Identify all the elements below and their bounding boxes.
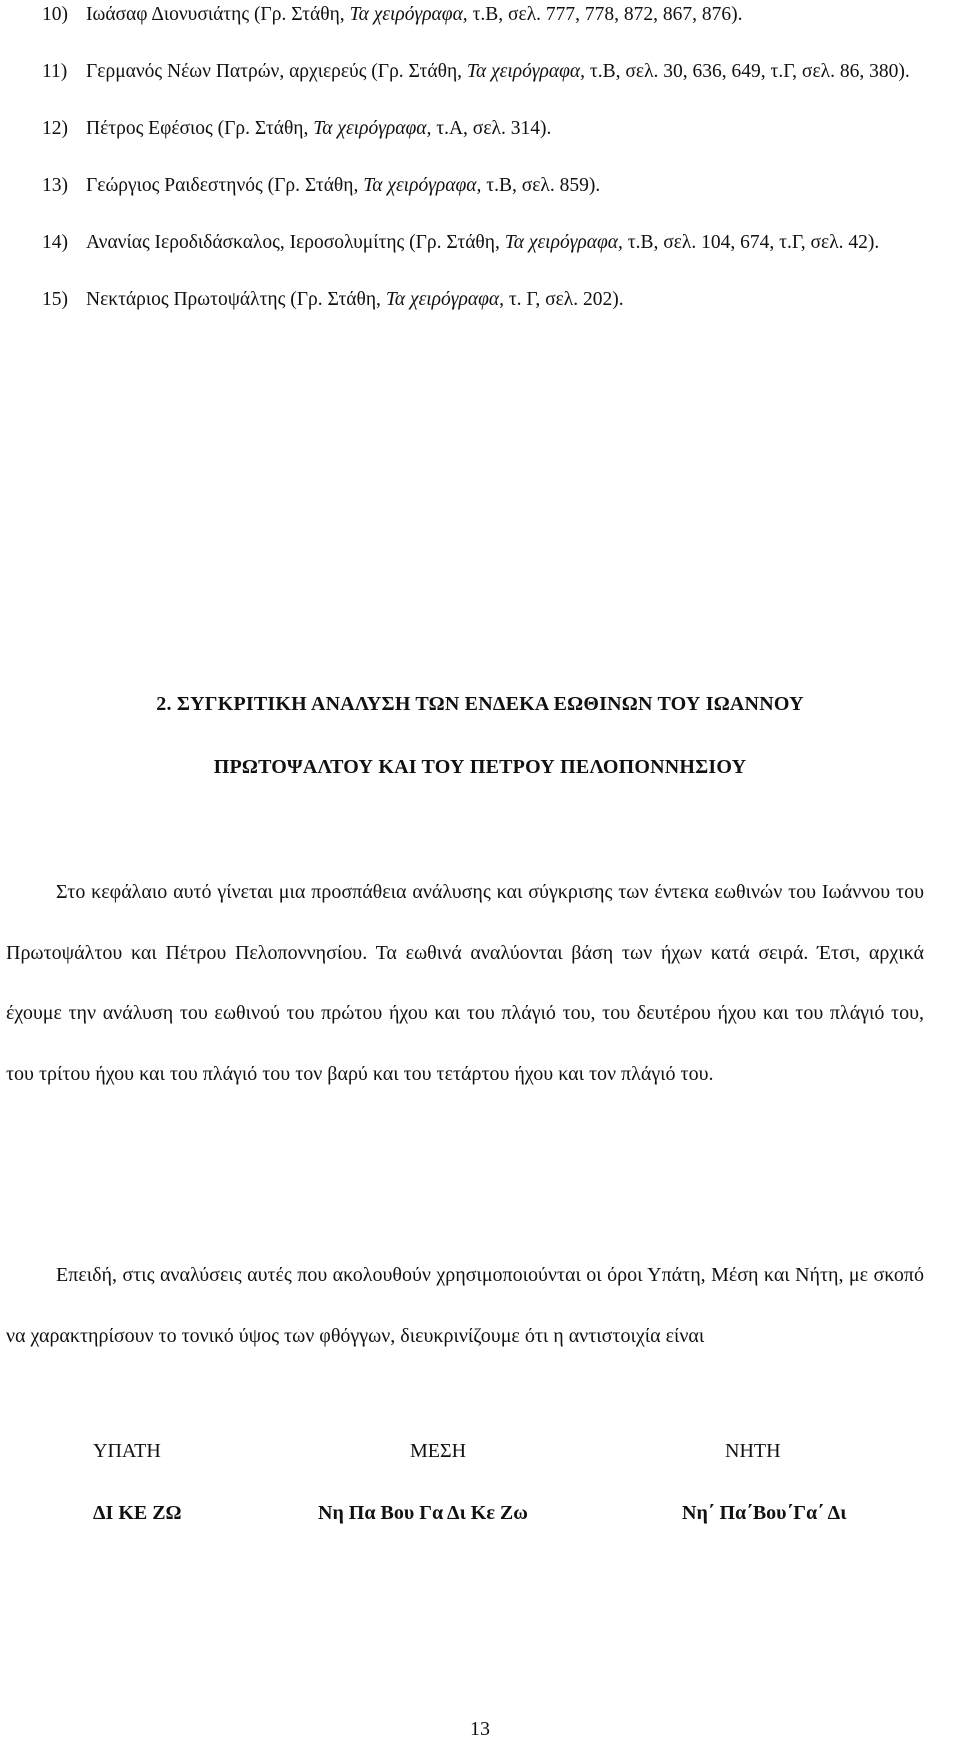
reference-text: Πέτρος Εφέσιος (Γρ. Στάθη, <box>86 118 314 139</box>
reference-details: τ.Β, σελ. 777, 778, 872, 867, 876). <box>467 4 743 25</box>
header-ypati: ΥΠΑΤΗ <box>93 1440 161 1462</box>
reference-title: Τα χειρόγραφα, <box>313 118 432 139</box>
reference-text: Νεκτάριος Πρωτοψάλτης (Γρ. Στάθη, <box>86 289 386 310</box>
reference-number: 15) <box>42 289 68 310</box>
reference-number: 10) <box>42 4 68 25</box>
reference-list <box>42 0 922 328</box>
reference-number: 11) <box>42 61 68 82</box>
reference-details: τ. Γ, σελ. 202). <box>503 289 624 310</box>
header-mesi: ΜΕΣΗ <box>410 1440 467 1462</box>
section-heading-line-2: ΠΡΩΤΟΨΑΛΤΟΥ ΚΑΙ ΤΟΥ ΠΕΤΡΟΥ ΠΕΛΟΠΟΝΝΗΣΙΟΥ <box>213 756 747 778</box>
reference-text: Ιωάσαφ Διονυσιάτης (Γρ. Στάθη, <box>86 4 350 25</box>
page-number: 13 <box>470 1718 490 1740</box>
section-heading-line-1: 2. ΣΥΓΚΡΙΤΙΚΗ ΑΝΑΛΥΣΗ ΤΩΝ ΕΝΔΕΚΑ ΕΩΘΙΝΩΝ ΤΟΥ ΙΩΑΝΝΟΥ <box>156 693 804 715</box>
reference-title: Τα χειρόγραφα, <box>363 175 482 196</box>
body-paragraph: Στο κεφάλαιο αυτό γίνεται μια προσπάθεια ανάλυσης και σύγκρισης των έντεκα εωθινών του Ιωάννου του Πρωτοψάλτου και Πέτρου Πελοποννησίου. Τα εωθινά αναλύονται βάση των ήχων κατά σειρά. Έτσι, αρχικά έχουμε την ανάλυση του εωθινού του πρώτου ήχου και του πλάγιό του, του δευτέρου ήχου και του πλάγιό του, του τρίτου ήχου και του πλάγιό του τον βαρύ και του τετάρτου ήχου και τον πλάγιό του. <box>6 881 924 1085</box>
reference-title: Τα χειρόγραφα, <box>349 4 468 25</box>
reference-number: 14) <box>42 232 68 253</box>
reference-text: Ανανίας Ιεροδιδάσκαλος, Ιεροσολυμίτης (Γρ. Στάθη, <box>86 232 505 253</box>
reference-title: Τα χειρόγραφα, <box>466 61 586 82</box>
value-ypati: ΔΙ ΚΕ ΖΩ <box>93 1502 182 1524</box>
reference-details: τ.Β, σελ. 30, 636, 649, τ.Γ, σελ. 86, 380). <box>585 61 910 82</box>
reference-item <box>42 100 922 157</box>
value-niti: Νη΄ Πα΄Βου΄Γα΄ Δι <box>682 1502 847 1524</box>
reference-details: τ.Β, σελ. 104, 674, τ.Γ, σελ. 42). <box>622 232 880 253</box>
header-niti: ΝΗΤΗ <box>725 1440 781 1462</box>
reference-text: Γεώργιος Ραιδεστηνός (Γρ. Στάθη, <box>86 175 364 196</box>
reference-details: τ.Α, σελ. 314). <box>431 118 552 139</box>
reference-number: 12) <box>42 118 68 139</box>
reference-number: 13) <box>42 175 68 196</box>
reference-title: Τα χειρόγραφα, <box>385 289 504 310</box>
reference-item <box>42 0 922 43</box>
reference-item <box>42 43 922 100</box>
reference-item <box>42 271 922 328</box>
reference-item <box>42 214 922 271</box>
reference-item <box>42 157 922 214</box>
reference-title: Τα χειρόγραφα, <box>504 232 623 253</box>
reference-text: Γερμανός Νέων Πατρών, αρχιερεύς (Γρ. Στάθη, <box>86 61 467 82</box>
body-paragraph: Επειδή, στις αναλύσεις αυτές που ακολουθούν χρησιμοποιούνται οι όροι Υπάτη, Μέση και Νήτη, με σκοπό να χαρακτηρίσουν το τονικό ύψος των φθόγγων, διευκρινίζουμε ότι η αντιστοιχία είναι <box>6 1264 924 1347</box>
reference-details: τ.Β, σελ. 859). <box>481 175 601 196</box>
value-mesi: Νη Πα Βου Γα Δι Κε Ζω <box>318 1502 528 1524</box>
